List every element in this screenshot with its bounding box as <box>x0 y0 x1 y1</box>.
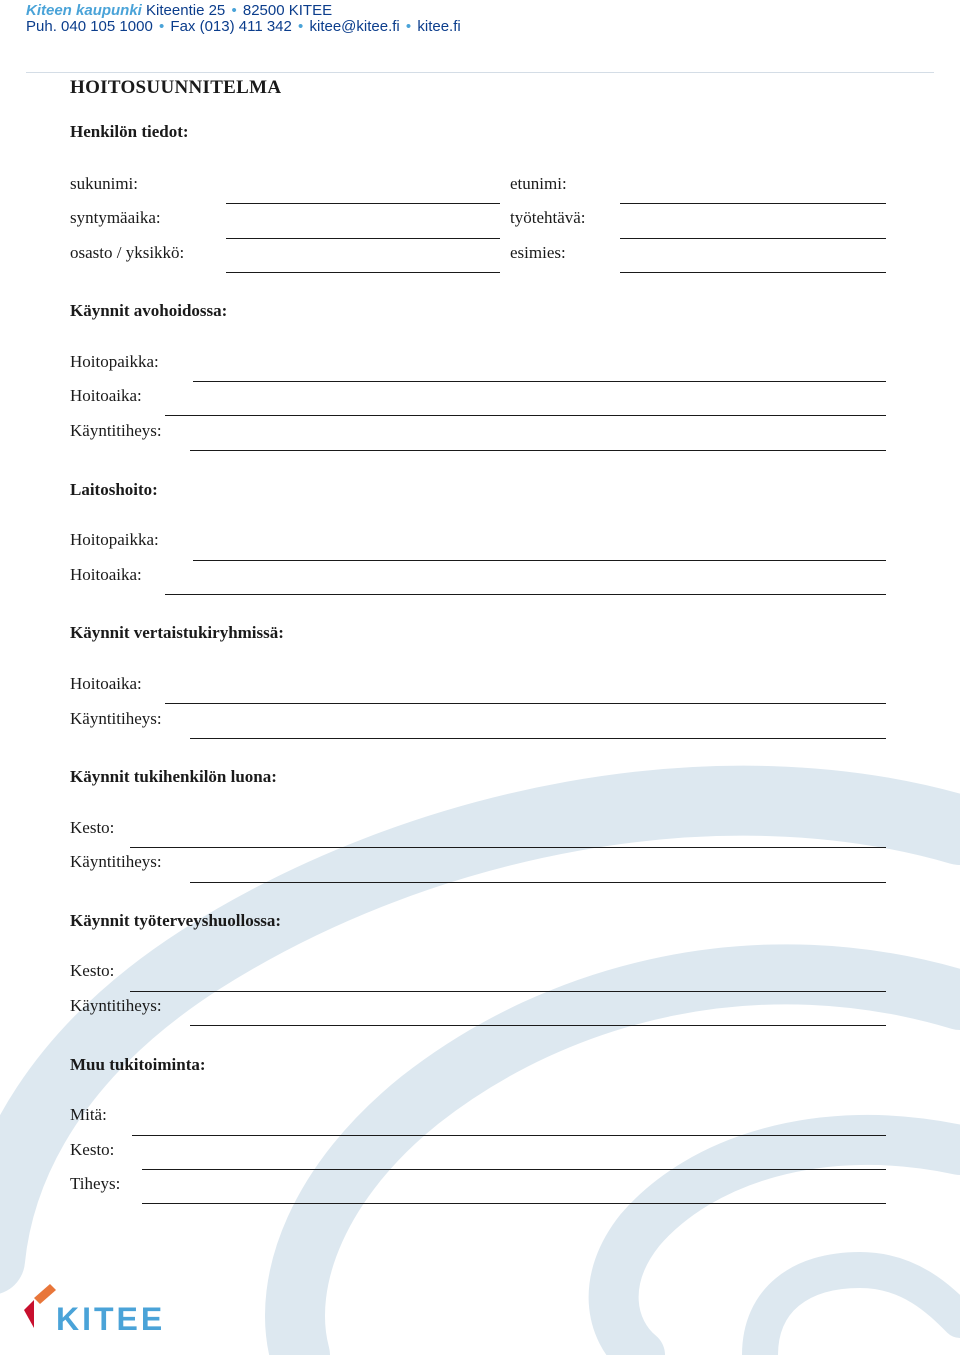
letterhead-address <box>26 2 332 19</box>
field-outpatient-frequency-line[interactable] <box>190 450 886 451</box>
field-job-line[interactable] <box>620 238 886 239</box>
letterhead-email-link[interactable]: kitee@kitee.fi <box>309 18 400 35</box>
letterhead-phone: Puh. 040 105 1000 <box>26 18 153 35</box>
field-other-duration-line[interactable] <box>142 1169 886 1170</box>
letterhead-separator: • <box>405 18 412 35</box>
field-other-frequency-line[interactable] <box>142 1203 886 1204</box>
label-institutional-place: Hoitopaikka: <box>70 530 159 549</box>
label-outpatient-place: Hoitopaikka: <box>70 352 159 371</box>
label-first-name: etunimi: <box>510 174 567 193</box>
section-heading-institutional: Laitoshoito: <box>70 480 158 499</box>
field-birth-date-line[interactable] <box>226 238 500 239</box>
label-support-person-frequency: Käyntitiheys: <box>70 852 162 871</box>
field-support-person-frequency-line[interactable] <box>190 882 886 883</box>
label-peer-support-frequency: Käyntitiheys: <box>70 709 162 728</box>
label-peer-support-time: Hoitoaika: <box>70 674 142 693</box>
label-outpatient-frequency: Käyntitiheys: <box>70 421 162 440</box>
kitee-logo <box>22 1280 182 1335</box>
label-occupational-duration: Kesto: <box>70 961 115 980</box>
section-heading-support-person: Käynnit tukihenkilön luona: <box>70 767 277 786</box>
letterhead-contacts <box>26 18 461 35</box>
label-unit: osasto / yksikkö: <box>70 243 185 262</box>
form-title: HOITOSUUNNITELMA <box>70 77 282 98</box>
field-support-person-duration-line[interactable] <box>130 847 886 848</box>
field-institutional-time-line[interactable] <box>165 594 886 595</box>
logo-red-mark-icon <box>24 1300 34 1328</box>
letterhead-separator: • <box>158 18 165 35</box>
section-heading-person: Henkilön tiedot: <box>70 122 189 141</box>
letterhead-web-link[interactable]: kitee.fi <box>417 18 461 35</box>
field-unit-line[interactable] <box>226 272 500 273</box>
field-first-name-line[interactable] <box>620 203 886 204</box>
field-peer-support-time-line[interactable] <box>165 703 886 704</box>
label-occupational-frequency: Käyntitiheys: <box>70 996 162 1015</box>
field-outpatient-time-line[interactable] <box>165 415 886 416</box>
letterhead-street: Kiteentie 25 <box>146 2 226 19</box>
field-occupational-frequency-line[interactable] <box>190 1025 886 1026</box>
section-heading-occupational-health: Käynnit työterveyshuollossa: <box>70 911 282 930</box>
field-peer-support-frequency-line[interactable] <box>190 738 886 739</box>
section-heading-other-support: Muu tukitoiminta: <box>70 1055 206 1074</box>
label-institutional-time: Hoitoaika: <box>70 565 142 584</box>
label-other-frequency: Tiheys: <box>70 1174 121 1193</box>
letterhead-separator: • <box>231 2 237 19</box>
label-job: työtehtävä: <box>510 208 586 227</box>
letterhead-separator: • <box>298 18 304 35</box>
label-other-what: Mitä: <box>70 1105 107 1124</box>
section-heading-outpatient: Käynnit avohoidossa: <box>70 301 228 320</box>
letterhead-brand: Kiteen kaupunki <box>26 2 142 19</box>
label-last-name: sukunimi: <box>70 174 139 193</box>
section-heading-peer-support: Käynnit vertaistukiryhmissä: <box>70 623 284 642</box>
label-supervisor: esimies: <box>510 243 566 262</box>
field-other-what-line[interactable] <box>132 1135 886 1136</box>
field-institutional-place-line[interactable] <box>193 560 886 561</box>
logo-orange-mark-icon <box>34 1284 56 1304</box>
label-birth-date: syntymäaika: <box>70 208 161 227</box>
field-outpatient-place-line[interactable] <box>193 381 886 382</box>
logo-text: KITEE <box>56 1301 166 1335</box>
label-other-duration: Kesto: <box>70 1140 115 1159</box>
label-support-person-duration: Kesto: <box>70 818 115 837</box>
label-outpatient-time: Hoitoaika: <box>70 386 142 405</box>
letterhead-divider <box>26 72 934 73</box>
field-occupational-duration-line[interactable] <box>130 991 886 992</box>
letterhead-fax: Fax (013) 411 342 <box>170 18 292 35</box>
field-supervisor-line[interactable] <box>620 272 886 273</box>
field-last-name-line[interactable] <box>226 203 500 204</box>
letterhead-postal: 82500 KITEE <box>242 2 333 19</box>
